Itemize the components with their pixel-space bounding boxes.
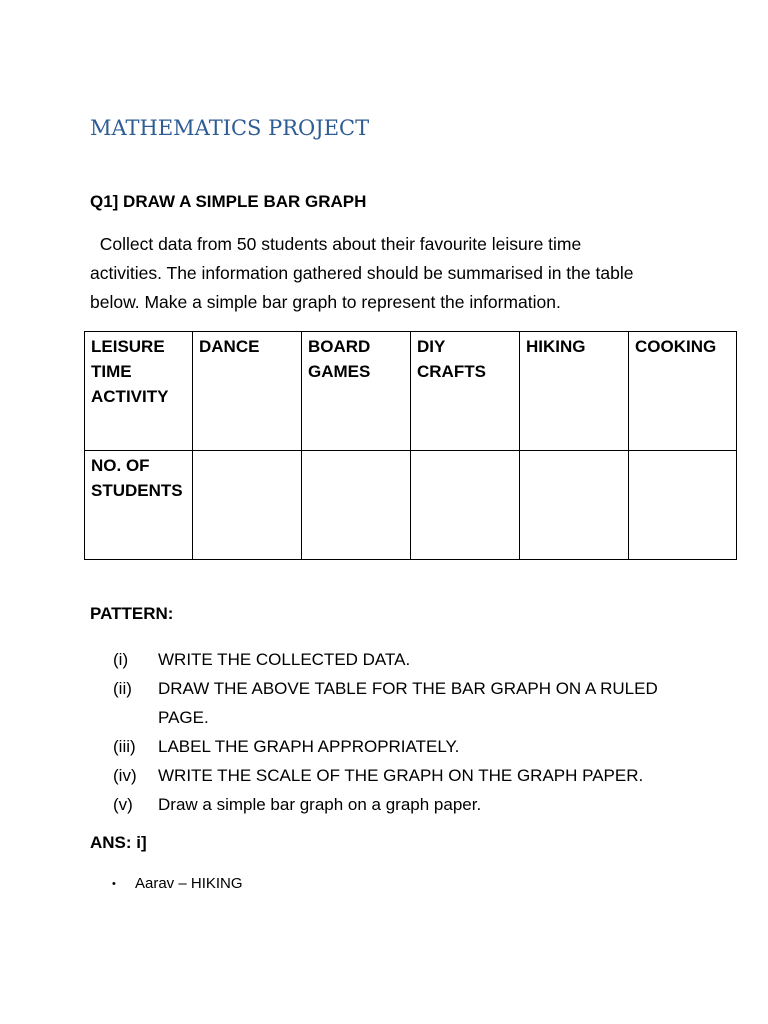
answer-heading: ANS: i] [90, 833, 147, 852]
question-heading: Q1] DRAW A SIMPLE BAR GRAPH [90, 192, 367, 211]
list-item-number: (v) [113, 795, 133, 814]
list-item [113, 674, 673, 732]
list-item [113, 645, 673, 674]
intro-line: activities. The information gathered should be summarised in the table [90, 263, 634, 283]
list-item [113, 732, 673, 761]
table-cell-cooking: COOKING [629, 332, 737, 451]
list-item [113, 790, 673, 819]
list-item [113, 761, 673, 790]
list-item-text: WRITE THE COLLECTED DATA. [158, 650, 411, 669]
intro-line: Collect data from 50 students about their favourite leisure time [90, 234, 582, 254]
table-cell-students-label [85, 451, 193, 560]
list-item-text: LABEL THE GRAPH APPROPRIATELY. [158, 737, 460, 756]
list-item-text: DRAW THE ABOVE TABLE FOR THE BAR GRAPH ON A RULED PAGE. [158, 679, 658, 727]
table-cell-hiking: HIKING [520, 332, 629, 451]
cell-text: LEISURE TIME ACTIVITY [91, 337, 169, 406]
table-count-row [85, 451, 737, 560]
list-item-text: Draw a simple bar graph on a graph paper. [158, 795, 482, 814]
table-header-row [85, 332, 737, 451]
cell-text: BOARD GAMES [308, 337, 371, 381]
table-cell-dance: DANCE [193, 332, 302, 451]
table-cell-activity-label [85, 332, 193, 451]
table-cell-empty [302, 451, 411, 560]
answer-list [112, 874, 243, 894]
table-cell-empty [411, 451, 520, 560]
leisure-activity-table [84, 331, 737, 560]
intro-paragraph [90, 230, 700, 317]
list-item-number: (iv) [113, 766, 137, 785]
pattern-list [113, 645, 673, 819]
cell-text: DIY CRAFTS [417, 337, 486, 381]
document-title: MATHEMATICS PROJECT [90, 116, 370, 140]
intro-line: below. Make a simple bar graph to represent the information. [90, 292, 561, 312]
table-cell-empty [629, 451, 737, 560]
list-item-number: (ii) [113, 679, 132, 698]
bullet-icon: • [112, 878, 116, 890]
list-item-number: (i) [113, 650, 129, 669]
table-cell-diy-crafts [411, 332, 520, 451]
table-cell-empty [193, 451, 302, 560]
list-item-text: WRITE THE SCALE OF THE GRAPH ON THE GRAPH PAPER. [158, 766, 644, 785]
table-cell-board-games [302, 332, 411, 451]
cell-text: NO. OF STUDENTS [91, 456, 183, 500]
table-cell-empty [520, 451, 629, 560]
list-item-number: (iii) [113, 737, 136, 756]
pattern-heading: PATTERN: [90, 604, 174, 623]
list-item [112, 874, 243, 894]
answer-item-text: Aarav – HIKING [135, 875, 243, 892]
